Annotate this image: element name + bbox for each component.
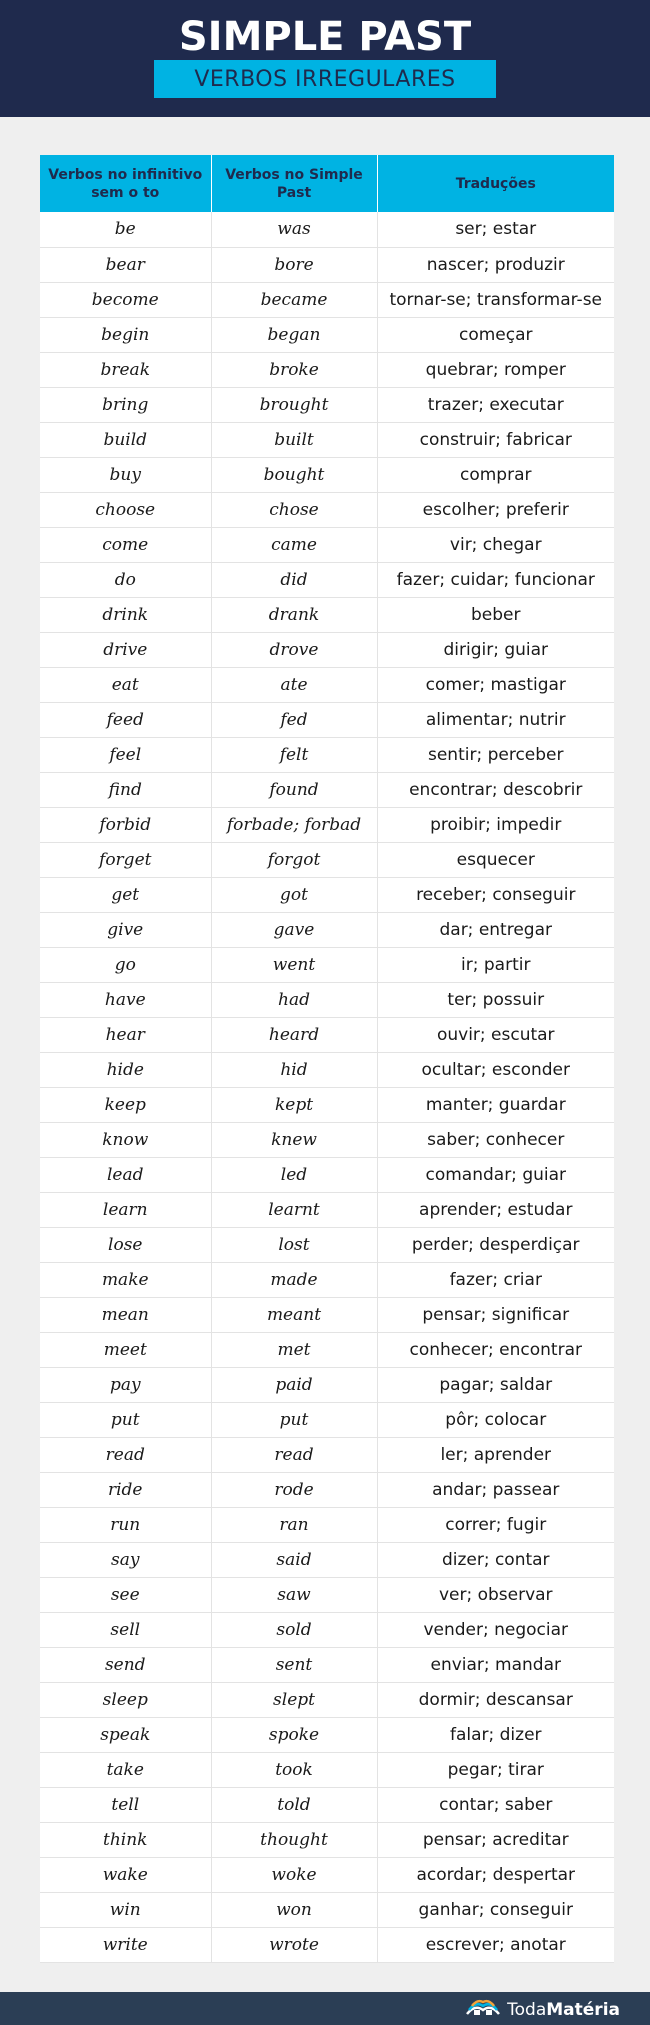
cell-infinitive: bear bbox=[40, 247, 211, 282]
table-row bbox=[40, 1612, 614, 1647]
table-row bbox=[40, 597, 614, 632]
cell-translation: aprender; estudar bbox=[377, 1192, 614, 1227]
page-header bbox=[0, 0, 650, 117]
table-row bbox=[40, 1927, 614, 1962]
cell-translation: pagar; saldar bbox=[377, 1367, 614, 1402]
cell-simple-past: meant bbox=[211, 1297, 377, 1332]
table-row bbox=[40, 737, 614, 772]
cell-infinitive: run bbox=[40, 1507, 211, 1542]
cell-simple-past: won bbox=[211, 1892, 377, 1927]
cell-simple-past: took bbox=[211, 1752, 377, 1787]
cell-translation: sentir; perceber bbox=[377, 737, 614, 772]
cell-translation: correr; fugir bbox=[377, 1507, 614, 1542]
cell-infinitive: have bbox=[40, 982, 211, 1017]
cell-translation: pensar; acreditar bbox=[377, 1822, 614, 1857]
cell-infinitive: send bbox=[40, 1647, 211, 1682]
cell-simple-past: found bbox=[211, 772, 377, 807]
cell-simple-past: kept bbox=[211, 1087, 377, 1122]
cell-translation: ganhar; conseguir bbox=[377, 1892, 614, 1927]
table-row bbox=[40, 1437, 614, 1472]
logo-text-toda: Toda bbox=[507, 1999, 547, 2020]
table-row bbox=[40, 1087, 614, 1122]
cell-simple-past: rode bbox=[211, 1472, 377, 1507]
table-row bbox=[40, 772, 614, 807]
table-row bbox=[40, 1332, 614, 1367]
cell-simple-past: forgot bbox=[211, 842, 377, 877]
table-row bbox=[40, 947, 614, 982]
cell-infinitive: put bbox=[40, 1402, 211, 1437]
page-footer bbox=[0, 1992, 650, 2025]
cell-simple-past: gave bbox=[211, 912, 377, 947]
cell-simple-past: came bbox=[211, 527, 377, 562]
table-row bbox=[40, 422, 614, 457]
cell-translation: encontrar; descobrir bbox=[377, 772, 614, 807]
table-row bbox=[40, 1367, 614, 1402]
cell-simple-past: read bbox=[211, 1437, 377, 1472]
table-row bbox=[40, 1682, 614, 1717]
cell-simple-past: ate bbox=[211, 667, 377, 702]
cell-translation: nascer; produzir bbox=[377, 247, 614, 282]
cell-infinitive: drink bbox=[40, 597, 211, 632]
cell-infinitive: write bbox=[40, 1927, 211, 1962]
cell-simple-past: was bbox=[211, 212, 377, 247]
cell-simple-past: wrote bbox=[211, 1927, 377, 1962]
cell-infinitive: go bbox=[40, 947, 211, 982]
cell-translation: andar; passear bbox=[377, 1472, 614, 1507]
cell-simple-past: heard bbox=[211, 1017, 377, 1052]
cell-simple-past: became bbox=[211, 282, 377, 317]
page-title: SIMPLE PAST bbox=[178, 14, 472, 60]
cell-infinitive: get bbox=[40, 877, 211, 912]
table-row bbox=[40, 912, 614, 947]
cell-infinitive: give bbox=[40, 912, 211, 947]
cell-simple-past: built bbox=[211, 422, 377, 457]
cell-simple-past: fed bbox=[211, 702, 377, 737]
table-row bbox=[40, 1157, 614, 1192]
table-row bbox=[40, 1472, 614, 1507]
cell-translation: trazer; executar bbox=[377, 387, 614, 422]
verbs-table-container bbox=[40, 155, 614, 1963]
table-row bbox=[40, 282, 614, 317]
cell-translation: manter; guardar bbox=[377, 1087, 614, 1122]
cell-translation: enviar; mandar bbox=[377, 1647, 614, 1682]
cell-infinitive: tell bbox=[40, 1787, 211, 1822]
table-row bbox=[40, 1017, 614, 1052]
cell-simple-past: slept bbox=[211, 1682, 377, 1717]
cell-translation: quebrar; romper bbox=[377, 352, 614, 387]
cell-translation: receber; conseguir bbox=[377, 877, 614, 912]
cell-simple-past: saw bbox=[211, 1577, 377, 1612]
cell-infinitive: begin bbox=[40, 317, 211, 352]
cell-infinitive: forbid bbox=[40, 807, 211, 842]
subtitle-banner bbox=[154, 60, 496, 98]
cell-simple-past: drank bbox=[211, 597, 377, 632]
cell-simple-past: thought bbox=[211, 1822, 377, 1857]
cell-simple-past: lost bbox=[211, 1227, 377, 1262]
table-row bbox=[40, 317, 614, 352]
cell-infinitive: lead bbox=[40, 1157, 211, 1192]
cell-simple-past: got bbox=[211, 877, 377, 912]
table-header-row bbox=[40, 155, 614, 212]
table-row bbox=[40, 1052, 614, 1087]
cell-translation: escolher; preferir bbox=[377, 492, 614, 527]
logo-text-materia: Matéria bbox=[546, 1999, 620, 2020]
cell-simple-past: put bbox=[211, 1402, 377, 1437]
cell-infinitive: make bbox=[40, 1262, 211, 1297]
cell-infinitive: read bbox=[40, 1437, 211, 1472]
cell-translation: pensar; significar bbox=[377, 1297, 614, 1332]
table-row bbox=[40, 877, 614, 912]
cell-translation: ouvir; escutar bbox=[377, 1017, 614, 1052]
cell-translation: tornar-se; transformar-se bbox=[377, 282, 614, 317]
table-row bbox=[40, 842, 614, 877]
cell-infinitive: buy bbox=[40, 457, 211, 492]
cell-infinitive: choose bbox=[40, 492, 211, 527]
cell-infinitive: break bbox=[40, 352, 211, 387]
cell-translation: dirigir; guiar bbox=[377, 632, 614, 667]
table-row bbox=[40, 387, 614, 422]
cell-simple-past: ran bbox=[211, 1507, 377, 1542]
table-row bbox=[40, 667, 614, 702]
table-row bbox=[40, 982, 614, 1017]
cell-infinitive: think bbox=[40, 1822, 211, 1857]
cell-simple-past: did bbox=[211, 562, 377, 597]
table-row bbox=[40, 492, 614, 527]
table-row bbox=[40, 1227, 614, 1262]
cell-simple-past: brought bbox=[211, 387, 377, 422]
cell-translation: construir; fabricar bbox=[377, 422, 614, 457]
cell-simple-past: led bbox=[211, 1157, 377, 1192]
cell-translation: esquecer bbox=[377, 842, 614, 877]
cell-infinitive: lose bbox=[40, 1227, 211, 1262]
verbs-table bbox=[40, 155, 614, 1963]
cell-simple-past: went bbox=[211, 947, 377, 982]
table-body bbox=[40, 212, 614, 1962]
cell-translation: ir; partir bbox=[377, 947, 614, 982]
cell-simple-past: felt bbox=[211, 737, 377, 772]
cell-infinitive: speak bbox=[40, 1717, 211, 1752]
cell-infinitive: come bbox=[40, 527, 211, 562]
cell-translation: comandar; guiar bbox=[377, 1157, 614, 1192]
table-row bbox=[40, 1297, 614, 1332]
table-row bbox=[40, 562, 614, 597]
table-row bbox=[40, 1752, 614, 1787]
table-row bbox=[40, 1507, 614, 1542]
cell-infinitive: drive bbox=[40, 632, 211, 667]
table-row bbox=[40, 212, 614, 247]
page-subtitle: VERBOS IRREGULARES bbox=[194, 66, 456, 92]
cell-simple-past: had bbox=[211, 982, 377, 1017]
cell-simple-past: told bbox=[211, 1787, 377, 1822]
cell-infinitive: sleep bbox=[40, 1682, 211, 1717]
cell-simple-past: began bbox=[211, 317, 377, 352]
cell-translation: alimentar; nutrir bbox=[377, 702, 614, 737]
cell-simple-past: sold bbox=[211, 1612, 377, 1647]
table-row bbox=[40, 1787, 614, 1822]
cell-infinitive: see bbox=[40, 1577, 211, 1612]
cell-infinitive: feed bbox=[40, 702, 211, 737]
table-row bbox=[40, 1822, 614, 1857]
table-row bbox=[40, 1717, 614, 1752]
cell-simple-past: hid bbox=[211, 1052, 377, 1087]
cell-simple-past: broke bbox=[211, 352, 377, 387]
column-header-translations: Traduções bbox=[377, 155, 614, 212]
toda-materia-logo bbox=[465, 1996, 620, 2023]
table-row bbox=[40, 1647, 614, 1682]
table-row bbox=[40, 632, 614, 667]
cell-infinitive: wake bbox=[40, 1857, 211, 1892]
cell-translation: contar; saber bbox=[377, 1787, 614, 1822]
cell-infinitive: find bbox=[40, 772, 211, 807]
table-row bbox=[40, 1262, 614, 1297]
cell-translation: acordar; despertar bbox=[377, 1857, 614, 1892]
cell-infinitive: bring bbox=[40, 387, 211, 422]
cell-translation: pegar; tirar bbox=[377, 1752, 614, 1787]
cell-infinitive: ride bbox=[40, 1472, 211, 1507]
cell-translation: vir; chegar bbox=[377, 527, 614, 562]
cell-infinitive: sell bbox=[40, 1612, 211, 1647]
cell-simple-past: drove bbox=[211, 632, 377, 667]
table-row bbox=[40, 247, 614, 282]
cell-translation: pôr; colocar bbox=[377, 1402, 614, 1437]
cell-infinitive: learn bbox=[40, 1192, 211, 1227]
cell-infinitive: feel bbox=[40, 737, 211, 772]
cell-simple-past: sent bbox=[211, 1647, 377, 1682]
cell-infinitive: hear bbox=[40, 1017, 211, 1052]
cell-translation: fazer; cuidar; funcionar bbox=[377, 562, 614, 597]
cell-translation: comer; mastigar bbox=[377, 667, 614, 702]
table-row bbox=[40, 1402, 614, 1437]
cell-infinitive: be bbox=[40, 212, 211, 247]
cell-translation: falar; dizer bbox=[377, 1717, 614, 1752]
cell-translation: começar bbox=[377, 317, 614, 352]
table-row bbox=[40, 1542, 614, 1577]
cell-infinitive: hide bbox=[40, 1052, 211, 1087]
cell-translation: comprar bbox=[377, 457, 614, 492]
cell-simple-past: woke bbox=[211, 1857, 377, 1892]
cell-translation: dizer; contar bbox=[377, 1542, 614, 1577]
cell-simple-past: bought bbox=[211, 457, 377, 492]
cell-infinitive: eat bbox=[40, 667, 211, 702]
cell-translation: ler; aprender bbox=[377, 1437, 614, 1472]
cell-translation: ter; possuir bbox=[377, 982, 614, 1017]
table-row bbox=[40, 702, 614, 737]
table-row bbox=[40, 527, 614, 562]
column-header-infinitive: Verbos no infinitivo sem o to bbox=[40, 155, 211, 212]
cell-simple-past: forbade; forbad bbox=[211, 807, 377, 842]
cell-simple-past: spoke bbox=[211, 1717, 377, 1752]
table-row bbox=[40, 1577, 614, 1612]
cell-translation: escrever; anotar bbox=[377, 1927, 614, 1962]
cell-translation: dar; entregar bbox=[377, 912, 614, 947]
cell-simple-past: learnt bbox=[211, 1192, 377, 1227]
cell-simple-past: paid bbox=[211, 1367, 377, 1402]
table-row bbox=[40, 1892, 614, 1927]
cell-translation: conhecer; encontrar bbox=[377, 1332, 614, 1367]
cell-translation: perder; desperdiçar bbox=[377, 1227, 614, 1262]
table-row bbox=[40, 457, 614, 492]
cell-simple-past: met bbox=[211, 1332, 377, 1367]
cell-translation: beber bbox=[377, 597, 614, 632]
column-header-simple-past: Verbos no Simple Past bbox=[211, 155, 377, 212]
open-book-icon bbox=[465, 1996, 501, 2023]
cell-simple-past: bore bbox=[211, 247, 377, 282]
cell-infinitive: know bbox=[40, 1122, 211, 1157]
table-row bbox=[40, 1857, 614, 1892]
cell-translation: vender; negociar bbox=[377, 1612, 614, 1647]
cell-translation: proibir; impedir bbox=[377, 807, 614, 842]
cell-infinitive: do bbox=[40, 562, 211, 597]
cell-translation: saber; conhecer bbox=[377, 1122, 614, 1157]
cell-translation: ver; observar bbox=[377, 1577, 614, 1612]
cell-simple-past: knew bbox=[211, 1122, 377, 1157]
cell-translation: ocultar; esconder bbox=[377, 1052, 614, 1087]
table-row bbox=[40, 352, 614, 387]
cell-simple-past: chose bbox=[211, 492, 377, 527]
table-row bbox=[40, 807, 614, 842]
cell-simple-past: said bbox=[211, 1542, 377, 1577]
cell-infinitive: build bbox=[40, 422, 211, 457]
cell-translation: dormir; descansar bbox=[377, 1682, 614, 1717]
cell-infinitive: pay bbox=[40, 1367, 211, 1402]
cell-translation: ser; estar bbox=[377, 212, 614, 247]
table-row bbox=[40, 1122, 614, 1157]
cell-infinitive: say bbox=[40, 1542, 211, 1577]
cell-infinitive: take bbox=[40, 1752, 211, 1787]
cell-infinitive: mean bbox=[40, 1297, 211, 1332]
cell-infinitive: become bbox=[40, 282, 211, 317]
cell-translation: fazer; criar bbox=[377, 1262, 614, 1297]
table-row bbox=[40, 1192, 614, 1227]
cell-infinitive: keep bbox=[40, 1087, 211, 1122]
cell-infinitive: meet bbox=[40, 1332, 211, 1367]
cell-infinitive: win bbox=[40, 1892, 211, 1927]
cell-infinitive: forget bbox=[40, 842, 211, 877]
cell-simple-past: made bbox=[211, 1262, 377, 1297]
